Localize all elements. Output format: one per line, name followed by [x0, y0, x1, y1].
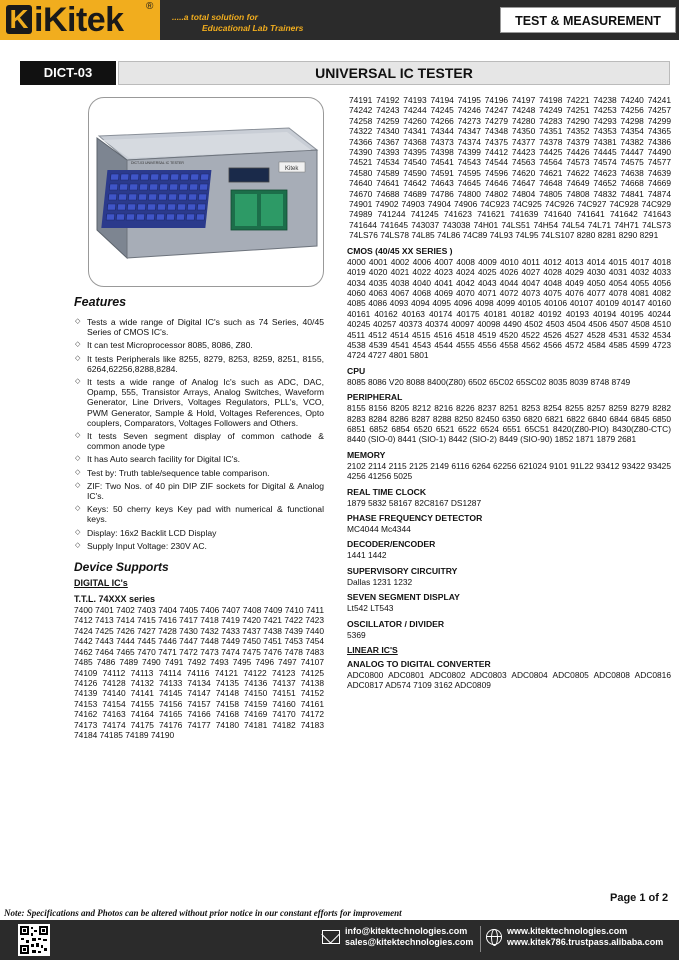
- seven-segment-section: [347, 592, 671, 613]
- memory-section: [347, 450, 671, 482]
- keypad-grid: [101, 170, 211, 228]
- section-ic-list: 8085 8086 V20 8088 8400(Z80) 6502 65C02 65SC02 8035 8039 8748 8749: [347, 376, 631, 387]
- feature-item: ◇ ZIF: Two Nos. of 40 pin DIP ZIF sockets for Digital & Analog IC's.: [75, 480, 324, 502]
- ic-tester-illustration: [89, 98, 324, 287]
- section-heading: CMOS (40/45 XX SERIES ): [347, 245, 453, 256]
- section-ic-list: 2102 2114 2115 2125 2149 6116 6264 62256 621024 9101 91L22 93412 93422 93425 4256 41256 5025: [347, 460, 671, 482]
- pfd-section: [347, 513, 671, 534]
- mail-icon: [322, 930, 340, 944]
- ttl-ic-list: 7400 7401 7402 7403 7404 7405 7406 7407 7408 7409 7410 7411 7412 7413 7414 7415 7416 7417 7418 7419 7420 7421 7422 7423 7424 7425 7426 7427 7428 7430 7432 7433 7437 7438 7439 7440 7442 7443 7444 7445 7446 7447 7448 7449 7450 7451 7453 7454 7462 7464 7465 7470 7471 7472 7473 7474 7475 7476 7478 7483 7485 7486 7489 7490 7491 7492 7493 7495 7496 7497 74107 74109 74112 74113 74114 74116 74121 74122 74123 74125 74126 74128 74132 74133 74134 74135 74136 74137 74138 74139 74140 74141 74145 74147 74148 74150 74151 74152 74153 74154 74155 74156 74157 74158 74159 74160 74161 74162 74163 74164 74165 74166 74168 74169 74170 74172 74173 74174 74175 74176 74177 74180 74181 74182 74183 74184 74185 74189 74190: [74, 605, 324, 740]
- features-list: [74, 317, 324, 551]
- diamond-bullet-icon: ◇: [75, 378, 81, 386]
- diamond-bullet-icon: ◇: [75, 455, 81, 463]
- section-ic-list: 1879 5832 58167 82C8167 DS1287: [347, 497, 482, 508]
- globe-icon: [486, 929, 502, 945]
- feature-item: ◇ Tests a wide range of Digital IC's such as 74 Series, 40/45 Series of CMOS IC's.: [75, 317, 324, 338]
- alibaba-link[interactable]: www.kitek786.trustpass.alibaba.com: [507, 937, 664, 947]
- left-column: [74, 295, 324, 740]
- page-number: Page 1 of 2: [610, 892, 669, 904]
- linear-ics-heading: LINEAR IC'S: [347, 645, 398, 656]
- section-ic-list: 8155 8156 8205 8212 8216 8226 8237 8251 8253 8254 8255 8257 8259 8279 8282 8283 8284 8286 8287 8288 8250 82450 6350 6820 6821 6822 6840 6844 6845 6850 6851 6852 6854 6520 6521 6522 6524 6551 65C51 8420(Z80-PIO) 8430(Z80-CTC) 8440 (SIO-0) 8441 (SIO-1) 8442 (SIO-2) 8449 (SIO-90) 1852 1871 1879 2681: [347, 403, 671, 445]
- category-label: TEST & MEASUREMENT: [500, 7, 676, 33]
- oscillator-section: [347, 619, 671, 640]
- adc-section: [347, 659, 671, 691]
- section-ic-list: 1441 1442: [347, 550, 387, 561]
- decoder-section: [347, 539, 671, 560]
- ttl-series-heading: T.T.L. 74XXX series: [74, 594, 156, 605]
- feature-item: ◇ Supply Input Voltage: 230V AC.: [75, 540, 207, 551]
- photo-panel-label: DICT-03 UNIVERSAL IC TESTER: [131, 161, 184, 165]
- diamond-bullet-icon: ◇: [75, 481, 81, 489]
- section-ic-list: 4000 4001 4002 4006 4007 4008 4009 4010 4011 4012 4013 4014 4015 4017 4018 4019 4020 4021 4022 4023 4024 4025 4026 4027 4028 4029 4030 4031 4032 4033 4034 4035 4038 4040 4041 4042 4043 4044 4047 4048 4049 4050 4054 4055 4056 4060 4063 4067 4068 4069 4070 4071 4072 4073 4075 4076 4077 4078 4081 4082 4085 4086 4093 4094 4095 4096 4098 4099 40105 40106 40107 40109 40147 40160 40161 40162 40163 40174 40175 40181 40182 40192 40193 40194 40195 40244 40245 40257 40373 40374 40097 40098 4490 4502 4503 4504 4506 4507 4508 4510 4511 4512 4514 4515 4516 4518 4519 4520 4522 4526 4527 4528 4531 4532 4534 4538 4539 4541 4543 4544 4555 4556 4558 4562 4566 4572 4584 4585 4599 4723 4724 4727 4801 5801: [347, 256, 671, 361]
- section-heading: REAL TIME CLOCK: [347, 486, 427, 497]
- tagline-line-2: Educational Lab Trainers: [202, 23, 304, 33]
- logo[interactable]: [0, 0, 160, 40]
- feature-item: ◇ Display: 16x2 Backlit LCD Display: [75, 527, 217, 538]
- section-heading: OSCILLATOR / DIVIDER: [347, 618, 445, 629]
- feature-item: ◇ Keys: 50 cherry keys Key pad with numerical & functional keys.: [75, 504, 324, 525]
- photo-badge: Kitek: [285, 166, 299, 172]
- section-heading: PHASE FREQUENCY DETECTOR: [347, 513, 483, 523]
- contact-emails: [345, 926, 473, 948]
- section-heading: MEMORY: [347, 449, 386, 460]
- product-title: UNIVERSAL IC TESTER: [118, 61, 670, 85]
- contact-websites: [507, 926, 663, 948]
- diamond-bullet-icon: ◇: [75, 354, 81, 362]
- logo-k-mark: K: [6, 5, 32, 34]
- section-ic-list: 5369: [347, 629, 366, 640]
- supervisory-section: [347, 566, 671, 587]
- section-ic-list: Lt542 LT543: [347, 603, 394, 614]
- feature-item: ◇ It tests a wide range of Analog Ic's such as ADC, DAC, Opamp, 555, Transistor Arrays, Analog Switches, Waveform Generator, Line Drivers, Voltages Regulators, PLL's, VCO, PWM Generator, Sample & Hold, Voltages References, Opto couplers, Comparators, Voltages Followers and Others.: [75, 377, 324, 428]
- diamond-bullet-icon: ◇: [75, 432, 81, 440]
- section-ic-list: ADC0800 ADC0801 ADC0802 ADC0803 ADC0804 ADC0805 ADC0808 ADC0816 ADC0817 AD574 7109 3162 ADC0809: [347, 670, 671, 691]
- ttl-ic-list-continued: 74191 74192 74193 74194 74195 74196 74197 74198 74221 74238 74240 74241 74242 74243 74244 74245 74246 74247 74248 74249 74251 74253 74256 74257 74258 74259 74260 74266 74273 74279 74280 74283 74290 74293 74298 74299 74322 74340 74341 74344 74347 74348 74350 74351 74352 74353 74354 74365 74366 74367 74368 74373 74374 74375 74377 74378 74379 74381 74382 74386 74390 74393 74395 74398 74399 74412 74423 74425 74426 74445 74447 74490 74521 74534 74540 74541 74543 74544 74563 74564 74573 74574 74575 74577 74580 74589 74590 74591 74595 74596 74620 74621 74622 74623 74638 74639 74640 74641 74642 74643 74645 74646 74647 74648 74649 74652 74668 74669 74670 74688 74689 74786 74800 74802 74804 74805 74808 74832 74841 74874 74901 74902 74903 74904 74906 74C923 74C925 74C926 74C927 74C928 74C929 74989 741244 741245 741623 741621 741639 741640 741641 741642 741643 741644 741645 743037 743038 74H01 74LS51 74H54 74L54 74L71 74H71 74LS73 74LS76 74LS78 74L85 74L86 74C89 74L93 74L95 74LS107 8280 8281 8290 8291: [349, 95, 671, 241]
- lcd-display: [229, 168, 269, 182]
- email-info-link[interactable]: info@kitektechnologies.com: [345, 926, 468, 936]
- product-code: DICT-03: [20, 61, 116, 85]
- cmos-section: [347, 246, 671, 361]
- feature-item: ◇ It has Auto search facility for Digital IC's.: [75, 454, 241, 465]
- qr-code-icon[interactable]: [18, 924, 50, 956]
- cpu-section: [347, 366, 671, 387]
- section-heading: SUPERVISORY CIRCUITRY: [347, 565, 458, 576]
- header-bar: [0, 0, 679, 40]
- feature-item: ◇ It tests Seven segment display of common cathode & common anode type: [75, 431, 324, 452]
- section-heading: PERIPHERAL: [347, 392, 403, 403]
- section-heading: CPU: [347, 365, 366, 376]
- diamond-bullet-icon: ◇: [75, 528, 81, 536]
- rtc-section: [347, 487, 671, 508]
- tagline: [172, 12, 303, 34]
- peripheral-section: [347, 392, 671, 445]
- digital-ics-heading: DIGITAL IC's: [74, 578, 128, 589]
- diamond-bullet-icon: ◇: [75, 341, 81, 349]
- device-supports-heading: Device Supports: [74, 560, 169, 575]
- section-heading: DECODER/ENCODER: [347, 539, 436, 550]
- feature-item: ◇ Test by: Truth table/sequence table comparison.: [75, 467, 270, 478]
- email-sales-link[interactable]: sales@kitektechnologies.com: [345, 937, 474, 947]
- feature-item: ◇ It tests Peripherals like 8255, 8279, 8253, 8259, 8251, 8155, 6264,62256,8288,8284.: [75, 353, 324, 374]
- disclaimer-note: Note: Specifications and Photos can be altered without prior notice in our constant efforts for improvement: [4, 908, 402, 918]
- product-photo: [88, 97, 324, 287]
- right-column: [347, 95, 671, 696]
- tagline-line-1: .....a total solution for: [172, 12, 258, 22]
- section-heading: SEVEN SEGMENT DISPLAY: [347, 592, 460, 603]
- diamond-bullet-icon: ◇: [75, 505, 81, 513]
- registered-mark: ®: [146, 1, 154, 12]
- footer-divider: [480, 926, 481, 952]
- diamond-bullet-icon: ◇: [75, 541, 81, 549]
- section-ic-list: Dallas 1231 1232: [347, 576, 413, 587]
- section-heading: ANALOG TO DIGITAL CONVERTER: [347, 659, 491, 670]
- diamond-bullet-icon: ◇: [75, 468, 81, 476]
- feature-item: ◇ It can test Microprocessor 8085, 8086, Z80.: [75, 340, 253, 351]
- logo-text: iKitek: [34, 1, 124, 39]
- website-link[interactable]: www.kitektechnologies.com: [507, 926, 628, 936]
- diamond-bullet-icon: ◇: [75, 318, 81, 325]
- features-heading: Features: [74, 295, 127, 309]
- section-ic-list: MC4044 Mc4344: [347, 524, 411, 534]
